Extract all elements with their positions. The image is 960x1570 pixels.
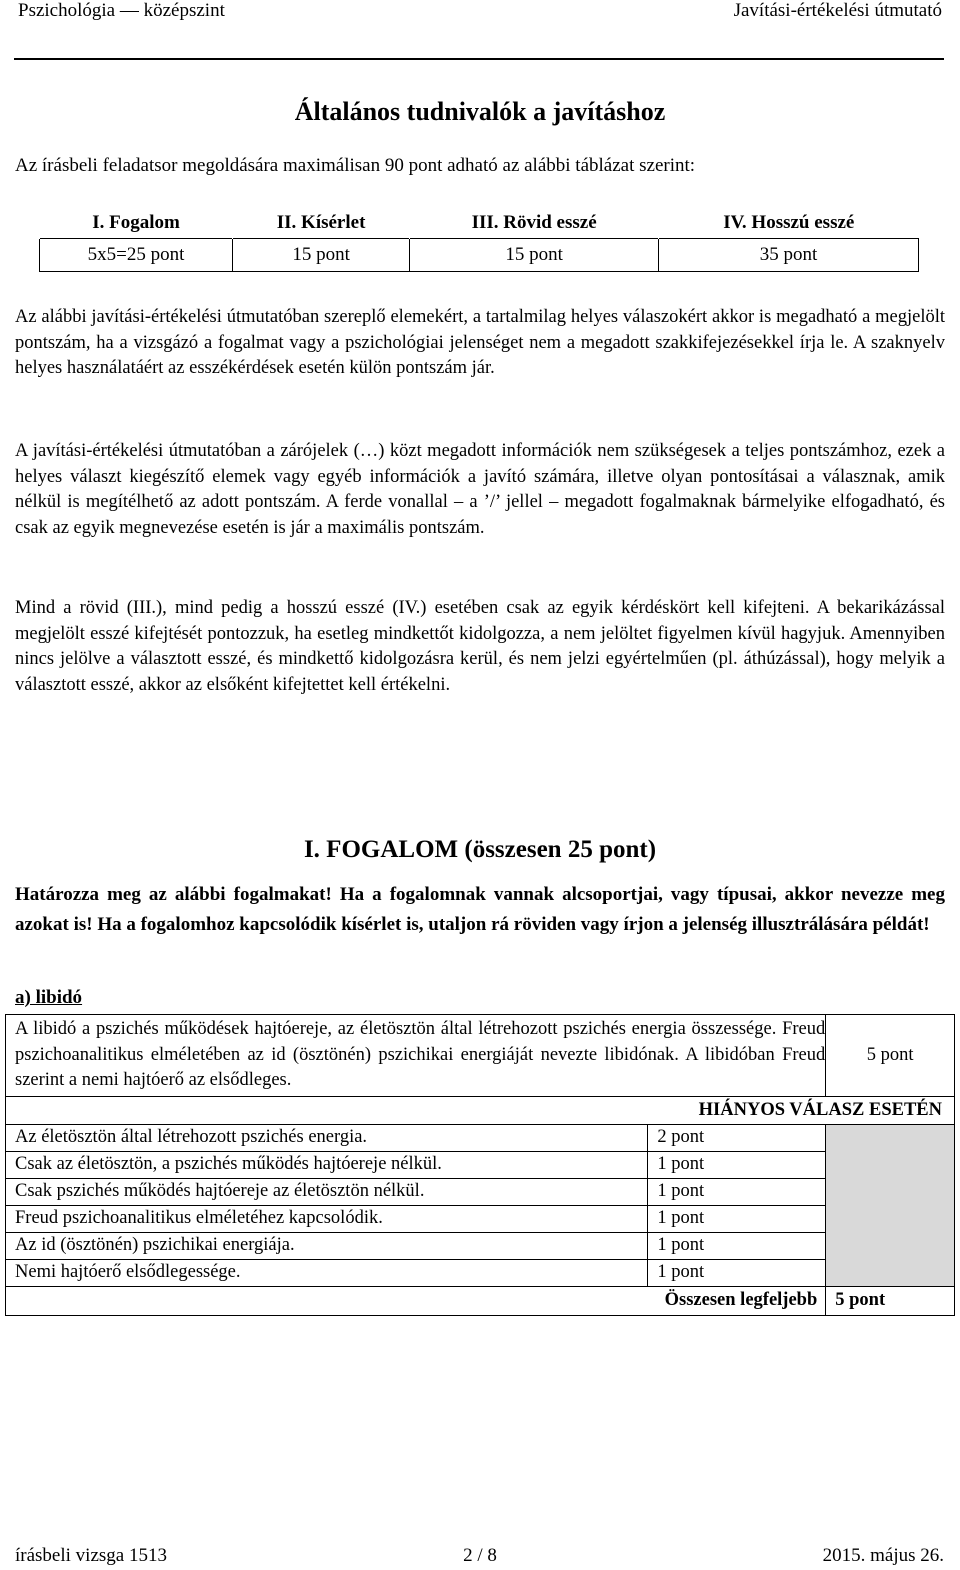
footer-exam-code: írásbeli vizsga 1513 [15,1545,167,1566]
partial-score: 1 pont [648,1151,826,1178]
missing-header-row [6,1096,955,1124]
partial-row [6,1205,955,1232]
part-title: I. FOGALOM (összesen 25 pont) [303,836,657,863]
scoring-table-value-row [40,239,919,272]
header-subject: Pszichológia — középszint [18,0,225,21]
footer-date: 2015. május 26. [822,1545,944,1566]
partial-text: Freud pszichoanalitikus elméletéhez kapcsolódik. [6,1205,648,1232]
page-header [0,0,960,24]
paragraph-essay-choice: Mind a rövid (III.), mind pedig a hosszú esszé (IV.) esetében csak az egyik kérdéskört kell kifejteni. A bekarikázással megjelölt esszé kifejtését pontozzuk, ha esetleg mindkettőt kidolgozza, a nem jelöltet figyelmen kívül hagyjuk. Amennyiben nincs jelölve a választott esszé, és mindkettő kidolgozásra kerül, és nem jelzi egyértelműen (pl. áthúzással), hogy melyik a választott esszé, akkor az elsőként kifejtettet kell értékelni. [15,598,945,695]
answer-row [6,1015,955,1097]
scoring-value-short-essay: 15 pont [410,239,659,272]
partial-score: 1 pont [648,1259,826,1286]
scoring-table-header-row [40,208,919,239]
partial-text: Az életösztön által létrehozott pszichés energia. [6,1124,648,1151]
header-doc-type: Javítási-értékelési útmutató [733,0,942,21]
partial-text: Csak pszichés működés hajtóereje az életösztön nélkül. [6,1178,648,1205]
paragraph-brackets: A javítási-értékelési útmutatóban a zárójelek (…) közt megadott információk nem szükségesek a teljes pontszámhoz, ezek a helyes választ kiegészítő elemek vagy egyéb információk a javító számára, illetve olyan pontosításai a válasznak, amik nélkül is megítélhető az adott pontszám. A ferde vonallal – a ’/’ jellel – megadott fogalmaknak bármelyike elfogadható, és csak az egyik megnevezése esetén is jár a maximális pontszám. [15,441,945,538]
partial-row [6,1232,955,1259]
partial-score: 1 pont [648,1178,826,1205]
partial-row [6,1151,955,1178]
scoring-header-short-essay: III. Rövid esszé [471,212,597,233]
scoring-header-experiment: II. Kísérlet [276,212,366,233]
scoring-value-concept: 5x5=25 pont [40,239,233,272]
header-divider [14,58,944,60]
answer-score: 5 pont [826,1015,955,1097]
scoring-header-long-essay: IV. Hosszú esszé [723,212,855,233]
partial-text: Az id (ösztönén) pszichikai energiája. [6,1232,648,1259]
partial-row [6,1124,955,1151]
partial-score: 2 pont [648,1124,826,1151]
partial-text: Nemi hajtóerő elsődlegessége. [6,1259,648,1286]
shaded-cell [826,1124,955,1286]
intro-text: Az írásbeli feladatsor megoldására maximálisan 90 pont adható az alábbi táblázat szerint: [15,155,696,176]
partial-row [6,1178,955,1205]
total-row [6,1286,955,1315]
scoring-header-concept: I. Fogalom [92,212,180,233]
task-instruction: Határozza meg az alábbi fogalmakat! Ha a fogalomnak vannak alcsoportjai, vagy típusai, akkor nevezze meg azokat is! Ha a fogalomhoz kapcsolódik kísérlet is, utaljon rá röviden vagy írjon a jelenség illusztrálására példát! [15,884,945,935]
paragraph-terminology: Az alábbi javítási-értékelési útmutatóban szereplő elemekért, a tartalmilag helyes válaszokért akkor is megadható a megjelölt pontszám, ha a vizsgázó a fogalmat vagy a pszichológiai jelenséget nem a megadott szakkifejezésekkel írja le. A szaknyelv helyes használatáért az esszékérdések esetén külön pontszám jár. [15,307,945,378]
item-label: a) libidó [15,987,83,1008]
partial-score: 1 pont [648,1205,826,1232]
section-title: Általános tudnivalók a javításhoz [294,97,666,126]
answer-text: A libidó a pszichés működések hajtóereje, az életösztön által létrehozott pszichés energia összessége. Freud pszichoanalitikus elméletében az id (ösztönén) pszichikai energiáját nevezte libidónak. A libidóban Freud szerint a nemi hajtóerő az elsődleges. [6,1015,826,1097]
total-label: Összesen legfeljebb [6,1286,826,1315]
partial-row [6,1259,955,1286]
answer-table [5,1014,955,1316]
missing-answer-header: HIÁNYOS VÁLASZ ESETÉN [6,1096,955,1124]
total-score: 5 pont [826,1286,955,1315]
partial-score: 1 pont [648,1232,826,1259]
partial-text: Csak az életösztön, a pszichés működés hajtóereje nélkül. [6,1151,648,1178]
scoring-table [39,208,919,272]
scoring-value-long-essay: 35 pont [659,239,919,272]
scoring-value-experiment: 15 pont [233,239,410,272]
footer-page-number: 2 / 8 [463,1545,497,1566]
